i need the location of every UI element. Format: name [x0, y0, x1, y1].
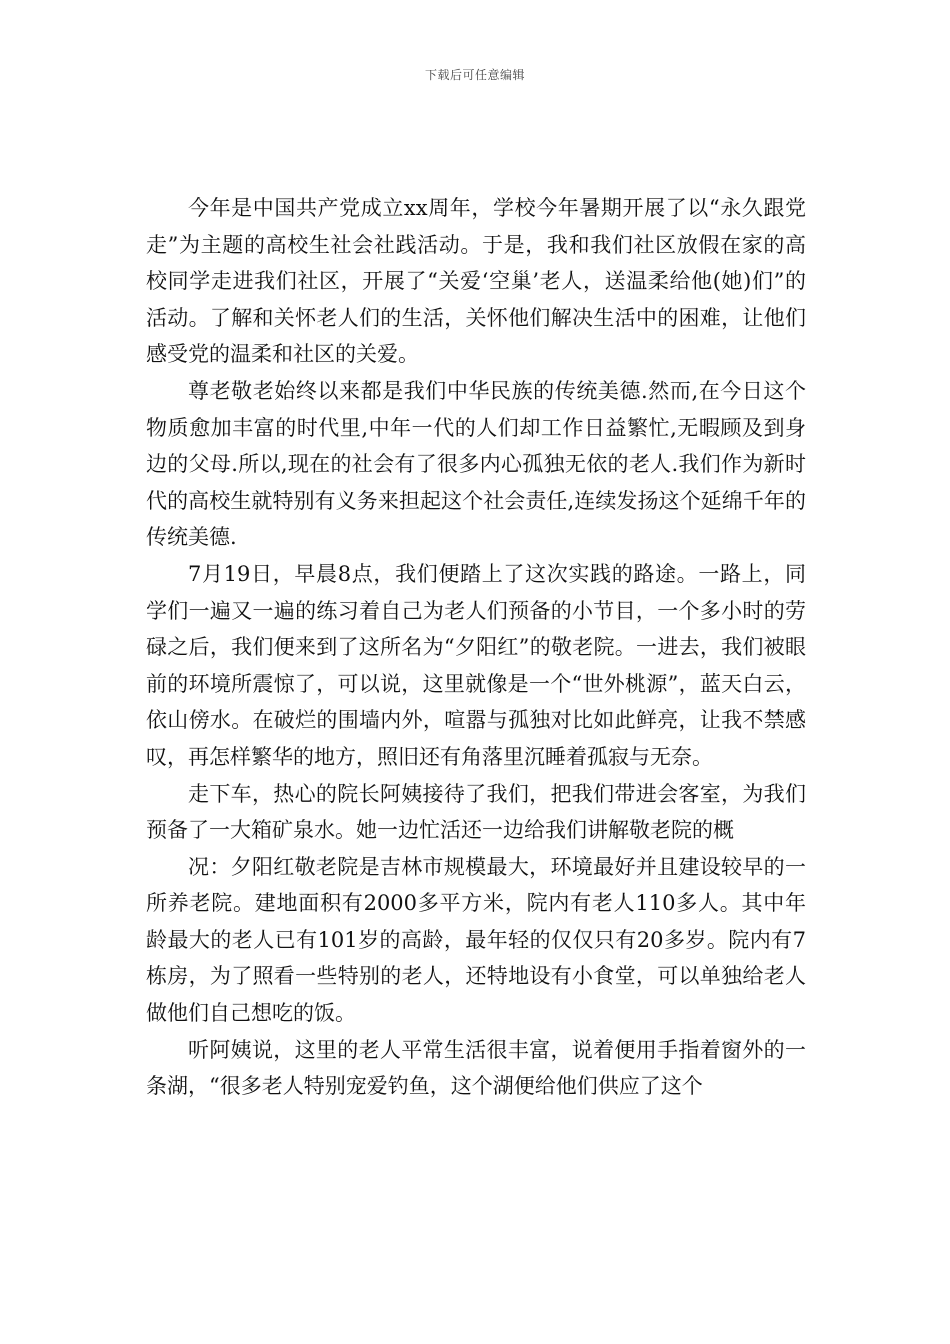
page-header: 下载后可任意编辑 [424, 68, 525, 82]
paragraph-3: 7月19日，早晨8点，我们便踏上了这次实践的路途。一路上，同学们一遍又一遍的练习着自己为老人们预备的小节目，一个多小时的劳碌之后，我们便来到了这所名为“夕阳红”的敬老院。一进去，我们被眼前的环境所震惊了，可以说，这里就像是一个“世外桃源”，蓝天白云，依山傍水。在破烂的围墙内外，喧嚣与孤独对比如此鲜亮，让我不禁感叹，再怎样繁华的地方，照旧还有角落里沉睡着孤寂与无奈。 [146, 561, 806, 769]
paragraph-4: 走下车，热心的院长阿姨接待了我们，把我们带进会客室，为我们预备了一大箱矿泉水。她一边忙活还一边给我们讲解敬老院的概 [146, 781, 806, 843]
paragraph-6: 听阿姨说，这里的老人平常生活很丰富，说着便用手指着窗外的一条湖，“很多老人特别宠爱钓鱼，这个湖便给他们供应了这个 [146, 1037, 806, 1099]
paragraph-2: 尊老敬老始终以来都是我们中华民族的传统美德.然而,在今日这个物质愈加丰富的时代里,中年一代的人们却工作日益繁忙,无暇顾及到身边的父母.所以,现在的社会有了很多内心孤独无依的老人.我们作为新时代的高校生就特别有义务来担起这个社会责任,连续发扬这个延绵千年的传统美德. [146, 378, 806, 550]
paragraph-5: 况：夕阳红敬老院是吉林市规模最大，环境最好并且建设较早的一所养老院。建地面积有2000多平方米，院内有老人110多人。其中年龄最大的老人已有101岁的高龄，最年轻的仅仅只有20多岁。院内有7栋房，为了照看一些特别的老人，还特地设有小食堂，可以单独给老人做他们自己想吃的饭。 [146, 854, 806, 1026]
paragraph-1: 今年是中国共产党成立xx周年，学校今年暑期开展了以“永久跟党走”为主题的高校生社会社践活动。于是，我和我们社区放假在家的高校同学走进我们社区，开展了“关爱‘空巢’老人，送温柔给他(她)们”的活动。了解和关怀老人们的生活，关怀他们解决生活中的困难，让他们感受党的温柔和社区的关爱。 [146, 196, 806, 367]
document-body [146, 190, 806, 1105]
